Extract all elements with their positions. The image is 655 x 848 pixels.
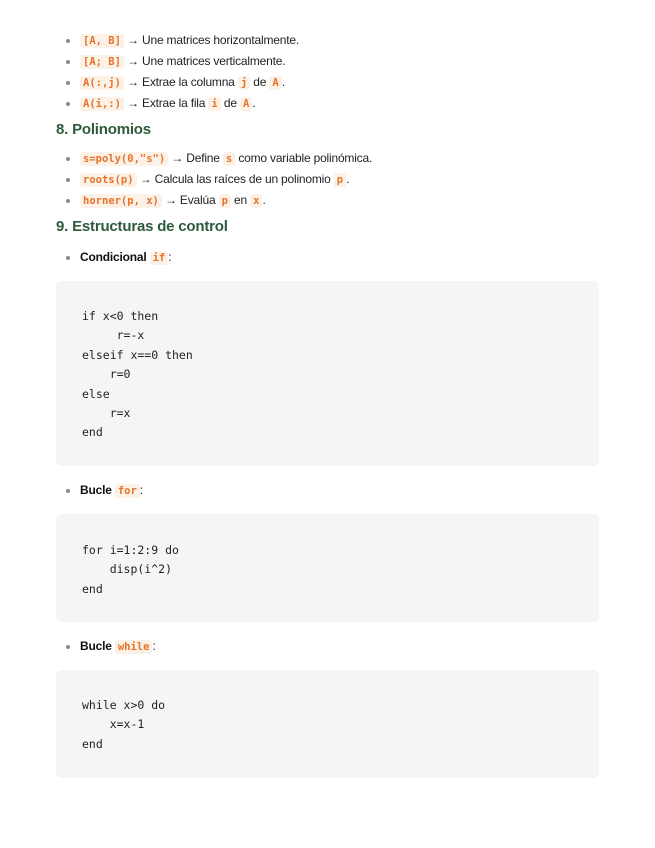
inline-code: [A; B] (80, 55, 124, 69)
inline-code: x (250, 194, 262, 208)
list-item (66, 72, 299, 93)
code-block (56, 514, 599, 622)
item-text: . (346, 172, 350, 186)
list-item (66, 247, 171, 268)
inline-code: if (150, 251, 169, 265)
inline-code: A(:,j) (80, 76, 124, 90)
list-item (66, 190, 372, 211)
item-text: → Evalúa (165, 193, 216, 207)
code-text: while x>0 do x=x-1 end (82, 698, 166, 751)
inline-code: horner(p, x) (80, 194, 162, 208)
item-text: → Une matrices verticalmente. (127, 54, 286, 68)
inline-code: p (219, 194, 231, 208)
inline-code: [A, B] (80, 34, 124, 48)
inline-code: while (115, 640, 153, 654)
item-text: → Extrae la columna (127, 75, 235, 89)
list-item (66, 93, 299, 114)
code-block (56, 670, 599, 778)
inline-code: A(i,:) (80, 97, 124, 111)
item-text: : (139, 483, 143, 497)
inline-code: A (240, 97, 252, 111)
item-label: Bucle (80, 639, 112, 653)
item-label: Condicional (80, 250, 147, 264)
list-item (66, 30, 299, 51)
inline-code: A (269, 76, 281, 90)
code-text: if x<0 then r=-x elseif x==0 then r=0 else r=x end (82, 309, 193, 440)
item-text: : (152, 639, 156, 653)
item-text: → Extrae la fila (127, 96, 206, 110)
item-text: . (252, 96, 256, 110)
item-text: → Define (171, 151, 220, 165)
inline-code: i (208, 97, 220, 111)
item-text: . (262, 193, 266, 207)
code-text: for i=1:2:9 do disp(i^2) end (82, 543, 179, 596)
list-item (66, 148, 372, 169)
list-item (66, 636, 156, 657)
item-text: como variable polinómica. (238, 151, 373, 165)
while-label-list (66, 636, 156, 657)
inline-code: s=poly(0,"s") (80, 152, 168, 166)
inline-code: roots(p) (80, 173, 137, 187)
for-label-list (66, 480, 143, 501)
list-item (66, 51, 299, 72)
polynomials-list (66, 148, 372, 211)
item-text: en (234, 193, 247, 207)
if-label-list (66, 247, 171, 268)
item-text: → Une matrices horizontalmente. (127, 33, 299, 47)
item-label: Bucle (80, 483, 112, 497)
item-text: de (223, 96, 237, 110)
section-heading: 8. Polinomios (56, 121, 151, 138)
item-text: de (253, 75, 267, 89)
item-text: . (281, 75, 285, 89)
section-heading: 9. Estructuras de control (56, 218, 228, 235)
item-text: → Calcula las raíces de un polinomio (139, 172, 331, 186)
code-block (56, 281, 599, 466)
inline-code: for (115, 484, 140, 498)
inline-code: p (334, 173, 346, 187)
inline-code: s (223, 152, 235, 166)
matrix-ops-list (66, 30, 299, 114)
list-item (66, 169, 372, 190)
item-text: : (168, 250, 172, 264)
list-item (66, 480, 143, 501)
inline-code: j (238, 76, 250, 90)
